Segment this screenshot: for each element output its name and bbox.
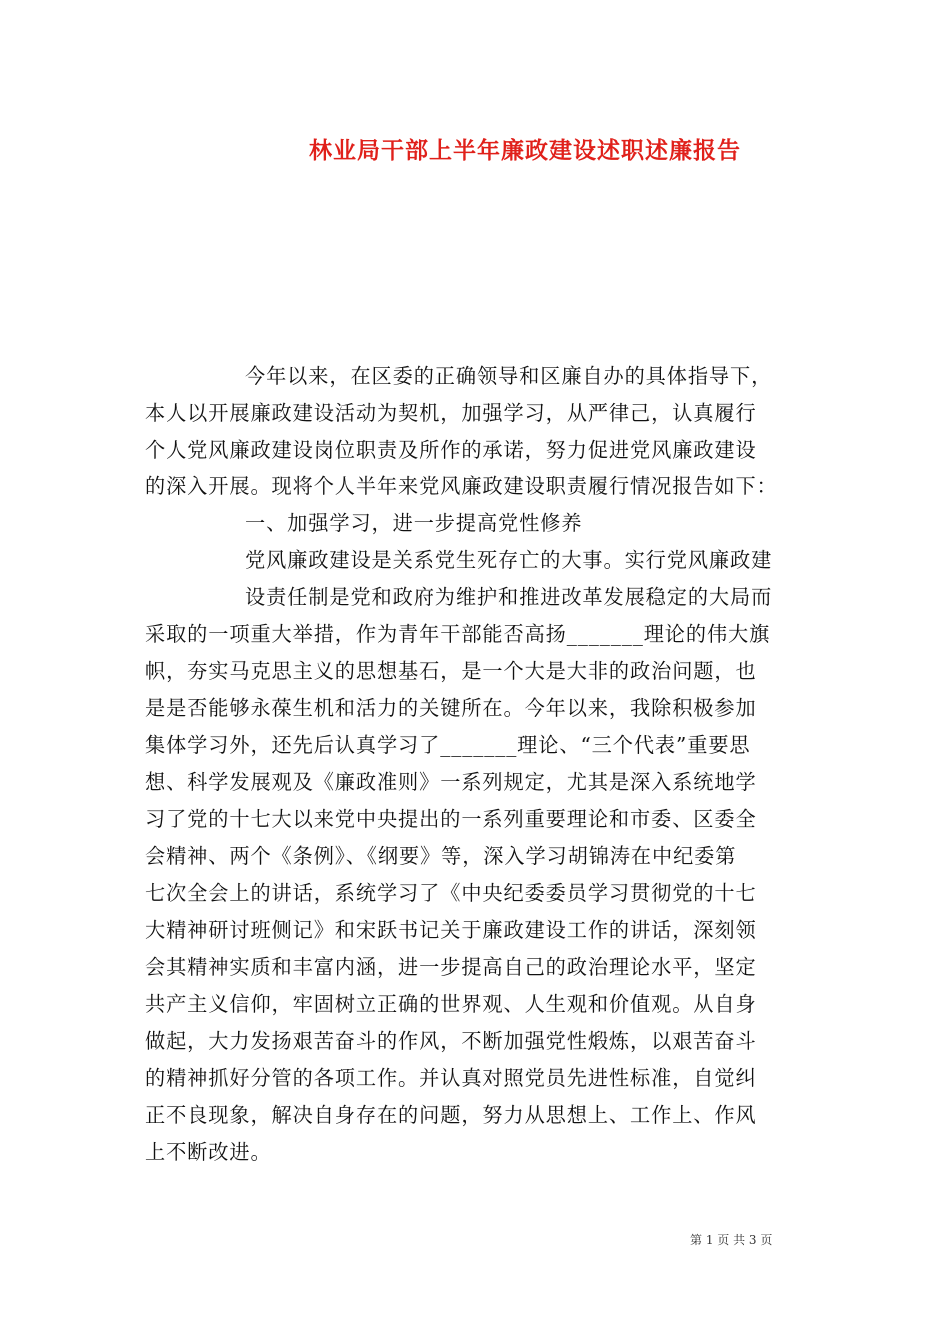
- paragraph-line: 上不断改进。: [145, 1140, 272, 1164]
- paragraph-line: 大精神研讨班侧记》和宋跃书记关于廉政建设工作的讲话，深刻领: [145, 918, 757, 942]
- paragraph-line: 的深入开展。现将个人半年来党风廉政建设职责履行情况报告如下：: [145, 474, 778, 498]
- paragraph-line: 七次全会上的讲话，系统学习了《中央纪委委员学习贯彻党的十七: [145, 881, 757, 905]
- paragraph-line: 正不良现象，解决自身存在的问题，努力从思想上、工作上、作风: [145, 1103, 757, 1127]
- paragraph-line: 会其精神实质和丰富内涵，进一步提高自己的政治理论水平，坚定: [145, 955, 757, 979]
- paragraph-line: 做起，大力发扬艰苦奋斗的作风，不断加强党性煅炼，以艰苦奋斗: [145, 1029, 757, 1053]
- document-title-text: 林业局干部上半年廉政建设述职述廉报告: [309, 137, 741, 164]
- paragraph-line: 帜，夯实马克思主义的思想基石，是一个大是大非的政治问题，也: [145, 659, 757, 683]
- paragraph-line: 本人以开展廉政建设活动为契机，加强学习，从严律己，认真履行: [145, 401, 757, 425]
- page-number: 第 1 页 共 3 页: [690, 1233, 773, 1247]
- paragraph-line: 是是否能够永葆生机和活力的关键所在。今年以来，我除积极参加: [145, 696, 757, 720]
- paragraph-line: 设责任制是党和政府为维护和推进改革发展稳定的大局而: [245, 585, 773, 609]
- paragraph-line: 采取的一项重大举措，作为青年干部能否高扬_______理论的伟大旗: [145, 622, 771, 646]
- paragraph-line: 今年以来，在区委的正确领导和区廉自办的具体指导下，: [245, 364, 773, 388]
- paragraph-line: 会精神、两个《条例》、《纲要》等，深入学习胡锦涛在中纪委第: [145, 844, 737, 868]
- paragraph-line: 想、科学发展观及《廉政准则》一系列规定，尤其是深入系统地学: [145, 770, 757, 794]
- paragraph-line: 的精神抓好分管的各项工作。并认真对照党员先进性标准，自觉纠: [145, 1066, 757, 1090]
- paragraph-line: 个人党风廉政建设岗位职责及所作的承诺，努力促进党风廉政建设: [145, 438, 757, 462]
- paragraph-line: 集体学习外，还先后认真学习了_______理论、“三个代表”重要思: [145, 733, 751, 757]
- paragraph-line: 习了党的十七大以来党中央提出的一系列重要理论和市委、区委全: [145, 807, 757, 831]
- document-title: [0, 132, 950, 165]
- paragraph-line: 党风廉政建设是关系党生死存亡的大事。实行党风廉政建: [245, 548, 773, 572]
- paragraph-line: 共产主义信仰，牢固树立正确的世界观、人生观和价值观。从自身: [145, 992, 757, 1016]
- section-heading: 一、加强学习，进一步提高党性修养: [245, 511, 583, 535]
